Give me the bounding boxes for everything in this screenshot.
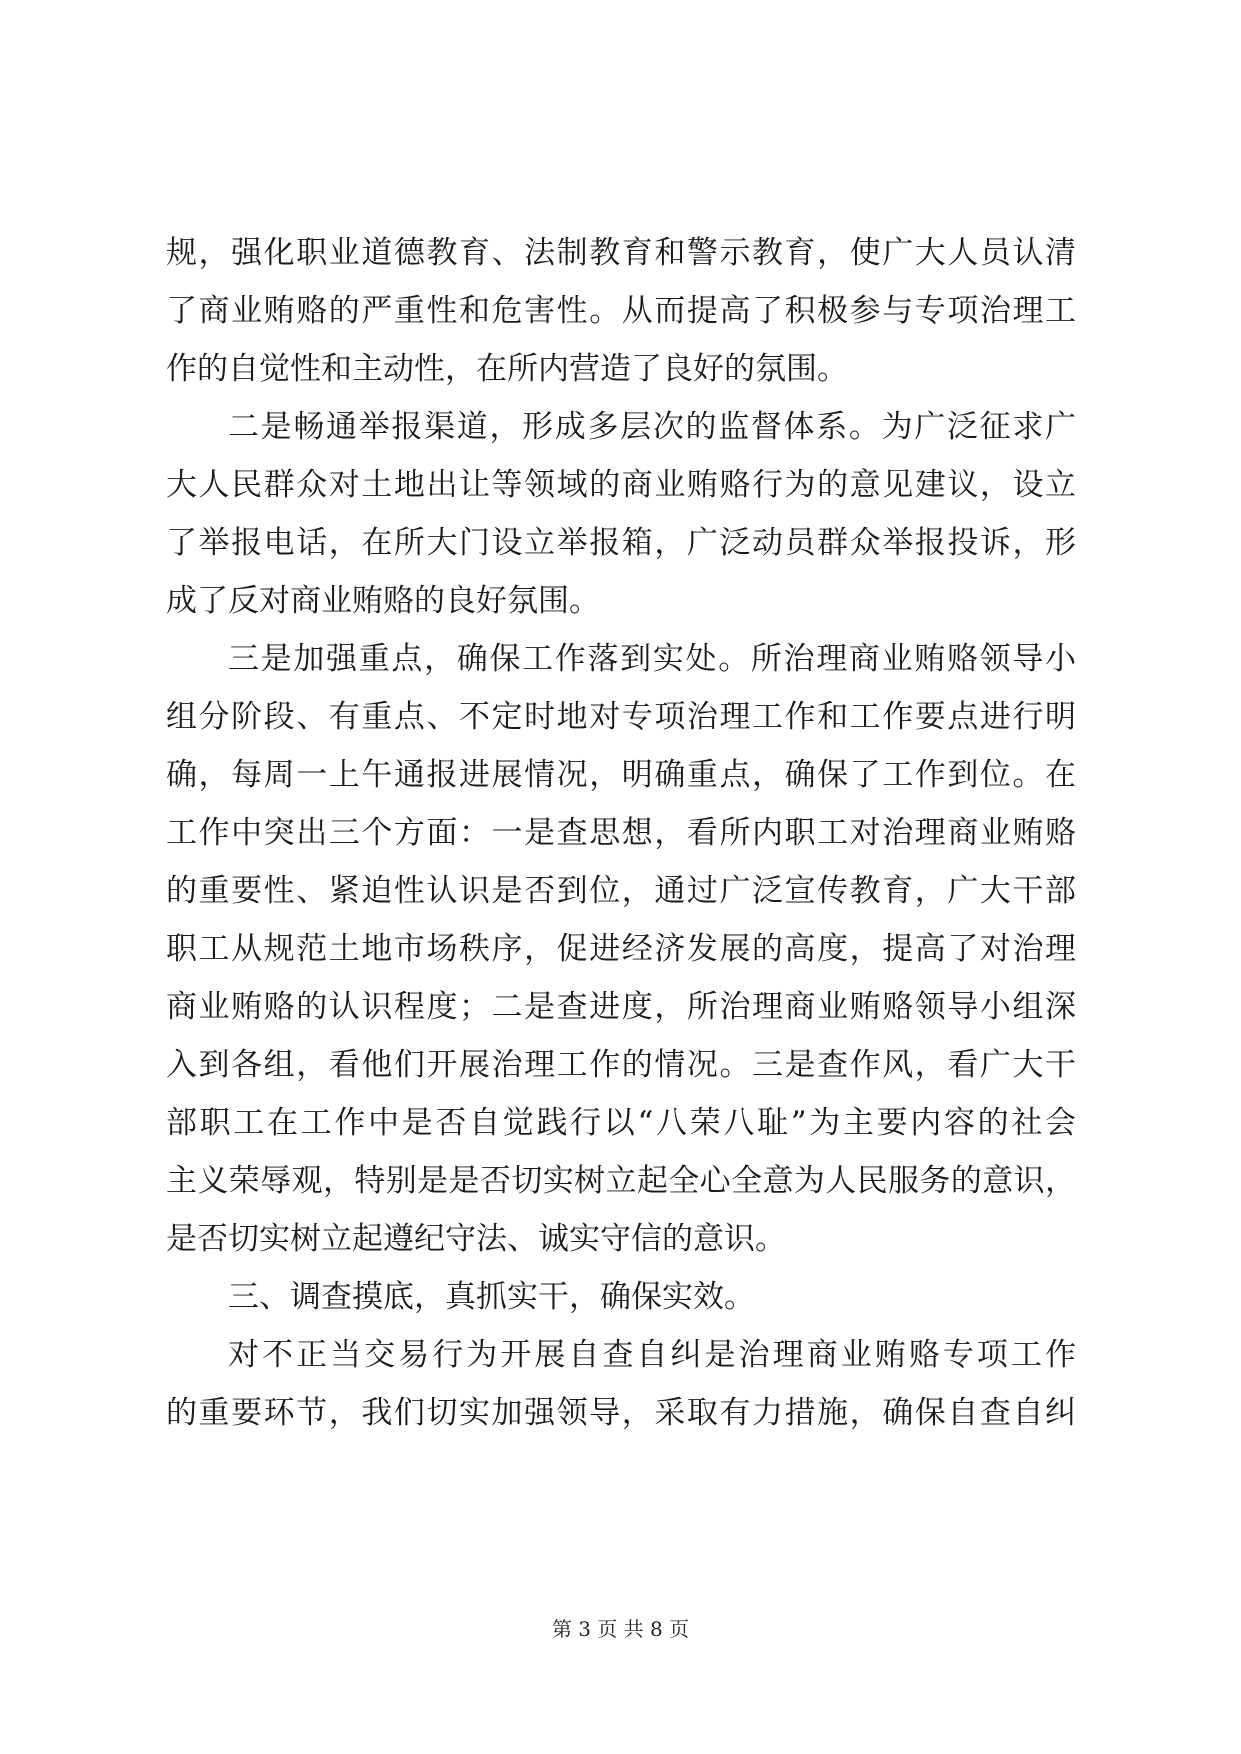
text-line: 是否切实树立起遵纪守法、诚实守信的意识。 (166, 1221, 786, 1257)
text-line: 三是加强重点，确保工作落到实处。所治理商业贿赂领导小 (228, 641, 1076, 677)
document-body (166, 224, 1076, 1442)
text-line: 的重要性、紧迫性认识是否到位，通过广泛宣传教育，广大干部 (166, 873, 1076, 909)
text-line: 了商业贿赂的严重性和危害性。从而提高了积极参与专项治理工 (166, 293, 1076, 329)
text-line: 的重要环节，我们切实加强领导，采取有力措施，确保自查自纠 (166, 1395, 1076, 1431)
text-line: 部职工在工作中是否自觉践行以“八荣八耻”为主要内容的社会 (166, 1105, 1076, 1141)
text-line: 主义荣辱观，特别是是否切实树立起全心全意为人民服务的意识， (166, 1163, 1076, 1199)
text-line: 职工从规范土地市场秩序，促进经济发展的高度，提高了对治理 (166, 931, 1076, 967)
text-line: 工作中突出三个方面：一是查思想，看所内职工对治理商业贿赂 (166, 815, 1076, 851)
text-line: 商业贿赂的认识程度；二是查进度，所治理商业贿赂领导小组深 (166, 989, 1076, 1025)
text-line: 了举报电话，在所大门设立举报箱，广泛动员群众举报投诉，形 (166, 525, 1076, 561)
text-line: 大人民群众对土地出让等领域的商业贿赂行为的意见建议，设立 (166, 467, 1076, 503)
text-line: 入到各组，看他们开展治理工作的情况。三是查作风，看广大干 (166, 1047, 1076, 1083)
text-line: 三、调查摸底，真抓实干，确保实效。 (228, 1279, 755, 1315)
text-line: 成了反对商业贿赂的良好氛围。 (166, 583, 600, 619)
text-line: 对不正当交易行为开展自查自纠是治理商业贿赂专项工作 (228, 1337, 1076, 1373)
page-footer: 第 3 页 共 8 页 (551, 1617, 690, 1641)
text-line: 规，强化职业道德教育、法制教育和警示教育，使广大人员认清 (166, 235, 1076, 271)
text-line: 二是畅通举报渠道，形成多层次的监督体系。为广泛征求广 (228, 409, 1076, 445)
text-line: 作的自觉性和主动性，在所内营造了良好的氛围。 (166, 351, 848, 387)
text-line: 组分阶段、有重点、不定时地对专项治理工作和工作要点进行明 (166, 699, 1076, 735)
text-line: 确，每周一上午通报进展情况，明确重点，确保了工作到位。在 (166, 757, 1076, 793)
